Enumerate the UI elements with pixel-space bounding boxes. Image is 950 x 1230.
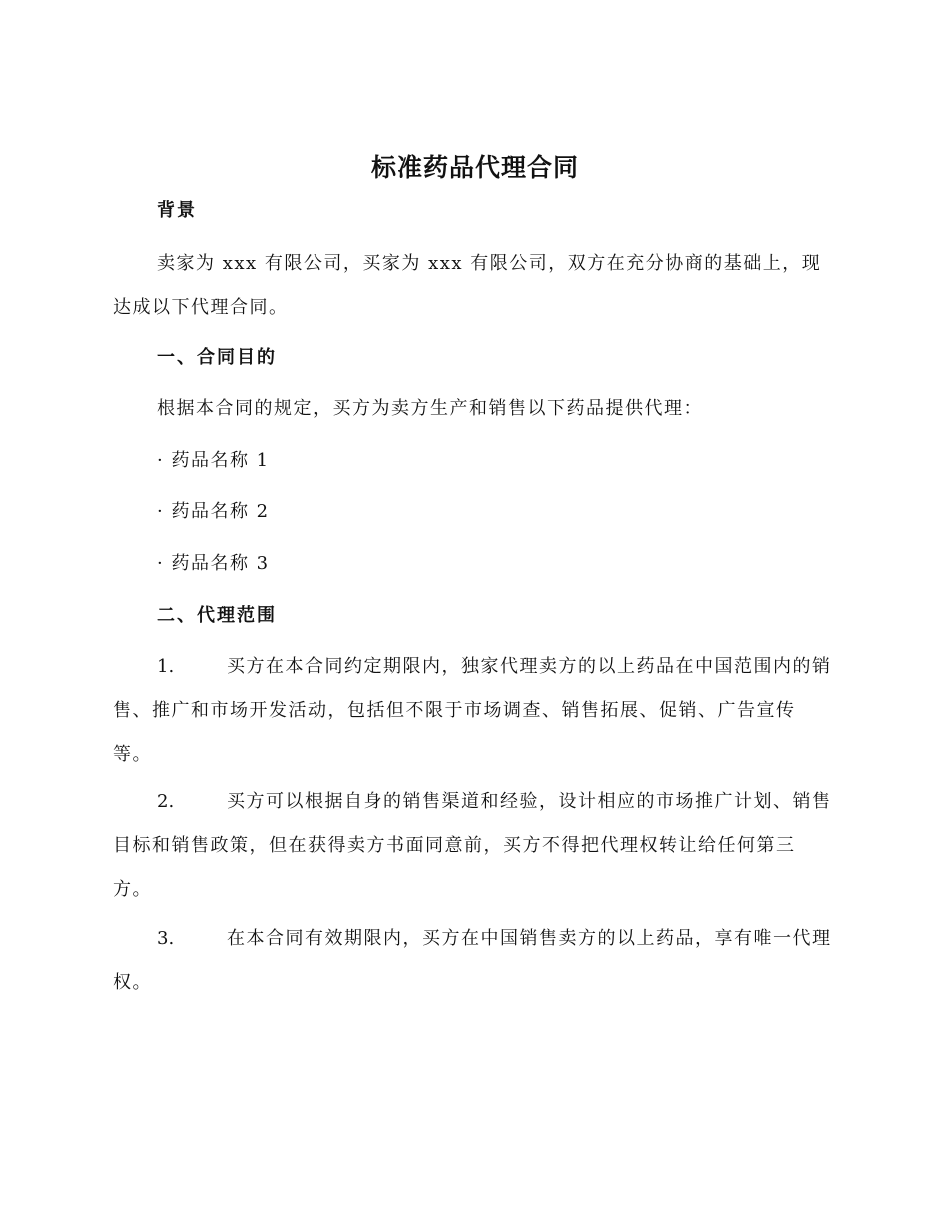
scope-item-3: [113, 917, 833, 1005]
item-text: 买方可以根据自身的销售渠道和经验，设计相应的市场推广计划、销售目标和销售政策，但在获得卖方书面同意前，买方不得把代理权转让给任何第三方。: [113, 791, 832, 900]
document-title: 标准药品代理合同: [370, 153, 579, 182]
item-number: 3.: [157, 928, 175, 949]
scope-item-2: [113, 780, 833, 912]
purpose-intro: 根据本合同的规定，买方为卖方生产和销售以下药品提供代理：: [157, 398, 703, 419]
item-text: 买方在本合同约定期限内，独家代理卖方的以上药品在中国范围内的销售、推广和市场开发活动，包括但不限于市场调查、销售拓展、促销、广告宣传等。: [113, 656, 832, 765]
list-item: · 药品名称 2: [157, 501, 270, 522]
item-text: 在本合同有效期限内，买方在中国销售卖方的以上药品，享有唯一代理权。: [113, 928, 832, 993]
scope-item-1: [113, 645, 833, 777]
item-number: 1.: [157, 656, 175, 677]
heading-scope: 二、代理范围: [157, 605, 277, 626]
heading-purpose: 一、合同目的: [157, 347, 277, 368]
list-item: · 药品名称 1: [157, 450, 270, 471]
list-item: · 药品名称 3: [157, 553, 270, 574]
heading-background: 背景: [157, 200, 197, 221]
item-number: 2.: [157, 791, 175, 812]
background-paragraph: 卖家为 xxx 有限公司，买家为 xxx 有限公司，双方在充分协商的基础上，现达成以下代理合同。: [113, 253, 822, 318]
